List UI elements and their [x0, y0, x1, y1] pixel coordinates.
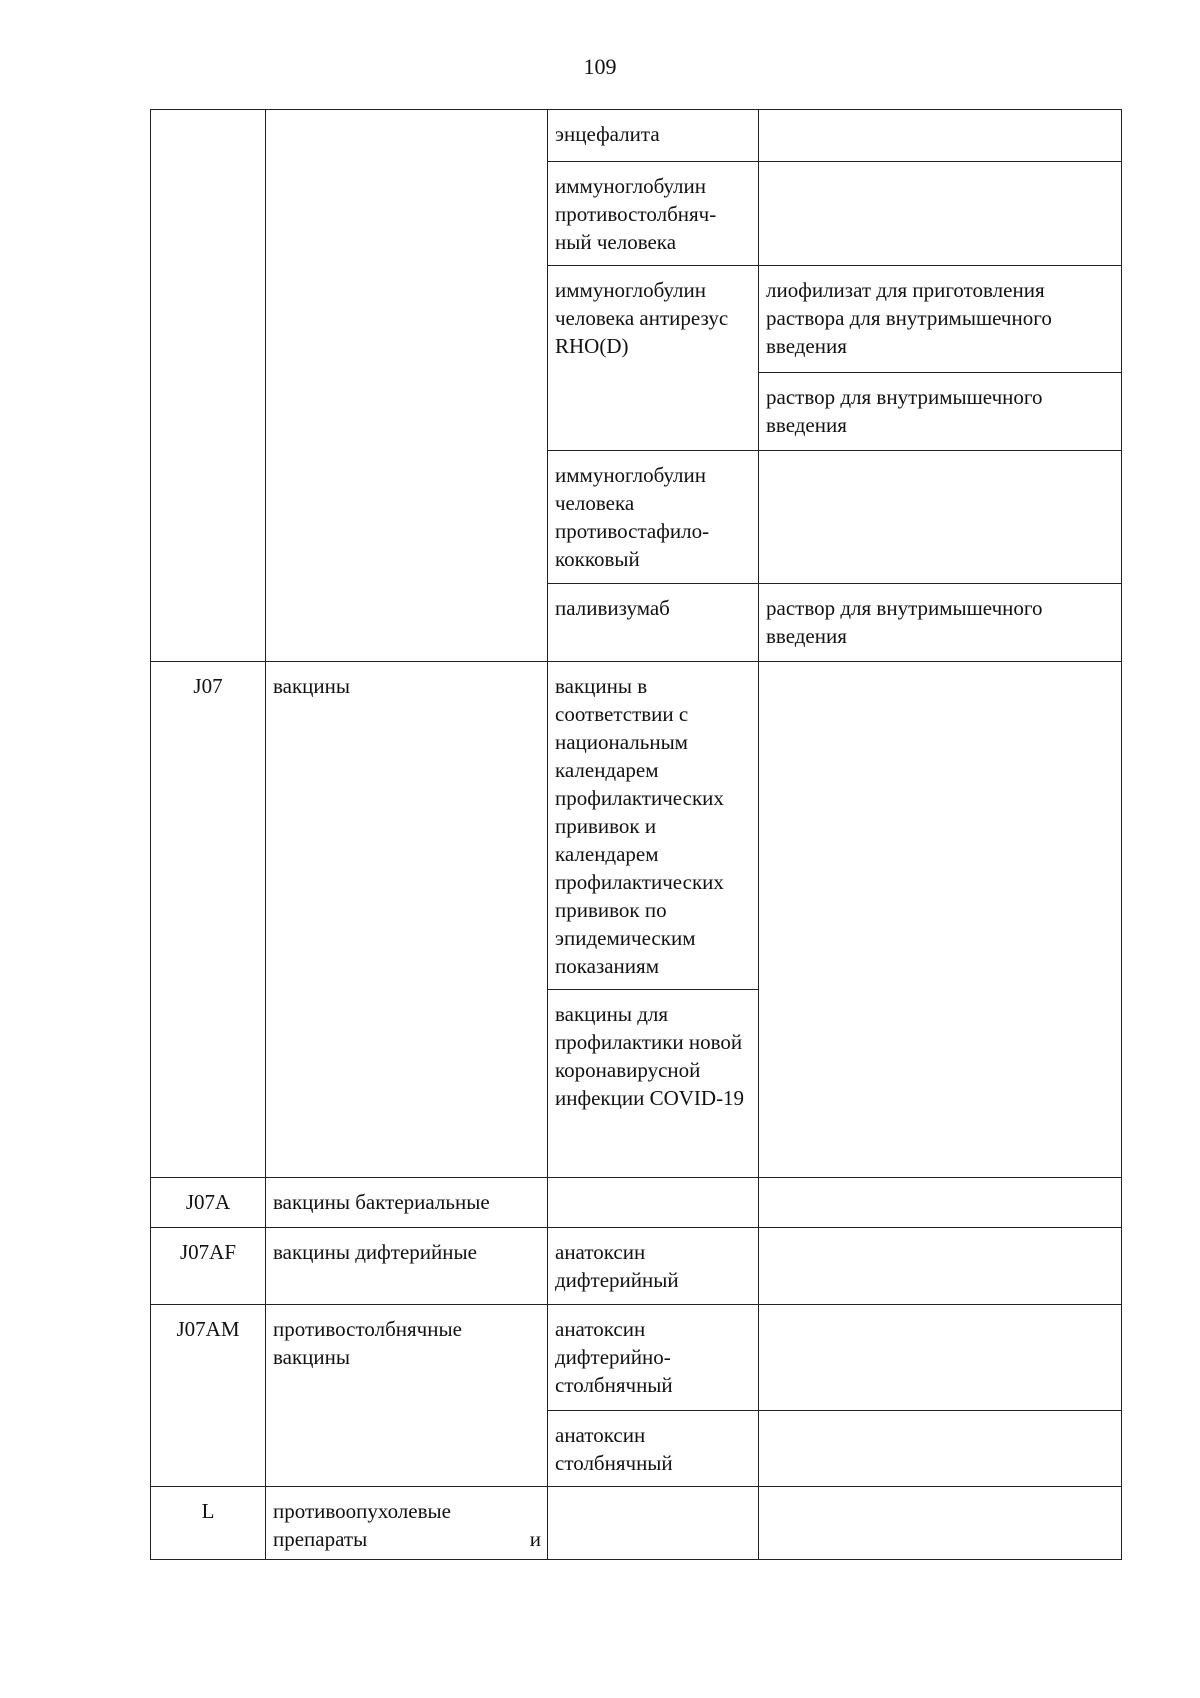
table-cell-drug-name: паливизумаб [547, 583, 758, 661]
table-cell-dosage-form [758, 1227, 1121, 1304]
group-word: препараты [273, 1527, 368, 1551]
table-cell-dosage-form: раствор для внутримышечного введения [758, 372, 1121, 450]
table-cell-atc-code: J07AM [150, 1304, 265, 1486]
table-cell-group: вакцины бактериальные [265, 1177, 547, 1227]
table-cell-atc-code: J07 [150, 661, 265, 1177]
table-cell-drug-name [547, 1486, 758, 1559]
table-cell-drug-name: анатоксин дифтерийно-столбнячный [547, 1304, 758, 1410]
table-cell-drug-name: иммуноглобулин противостолбняч-ный человека [547, 161, 758, 265]
group-line: противоопухолевые [273, 1499, 451, 1523]
table-cell-dosage-form [758, 1177, 1121, 1227]
page-number: 109 [583, 54, 617, 79]
table-cell-dosage-form [758, 1304, 1121, 1410]
table-cell-group: вакцины дифтерийные [265, 1227, 547, 1304]
table-cell-dosage-form: раствор для внутримышечного введения [758, 583, 1121, 661]
table-bottom-border [150, 1559, 1122, 1560]
table-right-border [1121, 109, 1122, 1560]
table-cell-drug-name: энцефалита [547, 109, 758, 161]
table-cell-group [265, 1486, 547, 1559]
table-cell-drug-name: иммуноглобулин человека антирезус RHO(D) [547, 265, 758, 450]
table-cell-dosage-form [758, 450, 1121, 583]
table-cell-dosage-form [758, 661, 1121, 1177]
table-cell-dosage-form [758, 109, 1121, 161]
table-cell-dosage-form [758, 161, 1121, 265]
table-cell-group-continued [265, 109, 547, 661]
table-cell-atc-code: J07A [150, 1177, 265, 1227]
table-cell-atc-code: J07AF [150, 1227, 265, 1304]
table-cell-drug-name: вакцины для профилактики новой коронавирусной инфекции COVID-19 [547, 989, 758, 1177]
group-word: и [529, 1527, 541, 1551]
table-cell-drug-name: анатоксин столбнячный [547, 1410, 758, 1486]
table-cell-dosage-form: лиофилизат для приготовления раствора для внутримышечного введения [758, 265, 1121, 372]
table-cell-dosage-form [758, 1486, 1121, 1559]
table-cell-drug-name: анатоксин дифтерийный [547, 1227, 758, 1304]
table-cell-code-continued [150, 109, 265, 661]
table-cell-group: вакцины [265, 661, 547, 1177]
table-cell-atc-code: L [150, 1486, 265, 1559]
table-cell-drug-name: вакцины в соответствии с национальным календарем профилактических прививок и календарем профилактических прививок по эпидемическим показаниям [547, 661, 758, 989]
table-cell-drug-name: иммуноглобулин человека противостафило-кокковый [547, 450, 758, 583]
table-cell-drug-name [547, 1177, 758, 1227]
table-cell-group: противостолбнячные вакцины [265, 1304, 547, 1486]
table-cell-dosage-form [758, 1410, 1121, 1486]
group-line-justified [273, 1525, 541, 1553]
